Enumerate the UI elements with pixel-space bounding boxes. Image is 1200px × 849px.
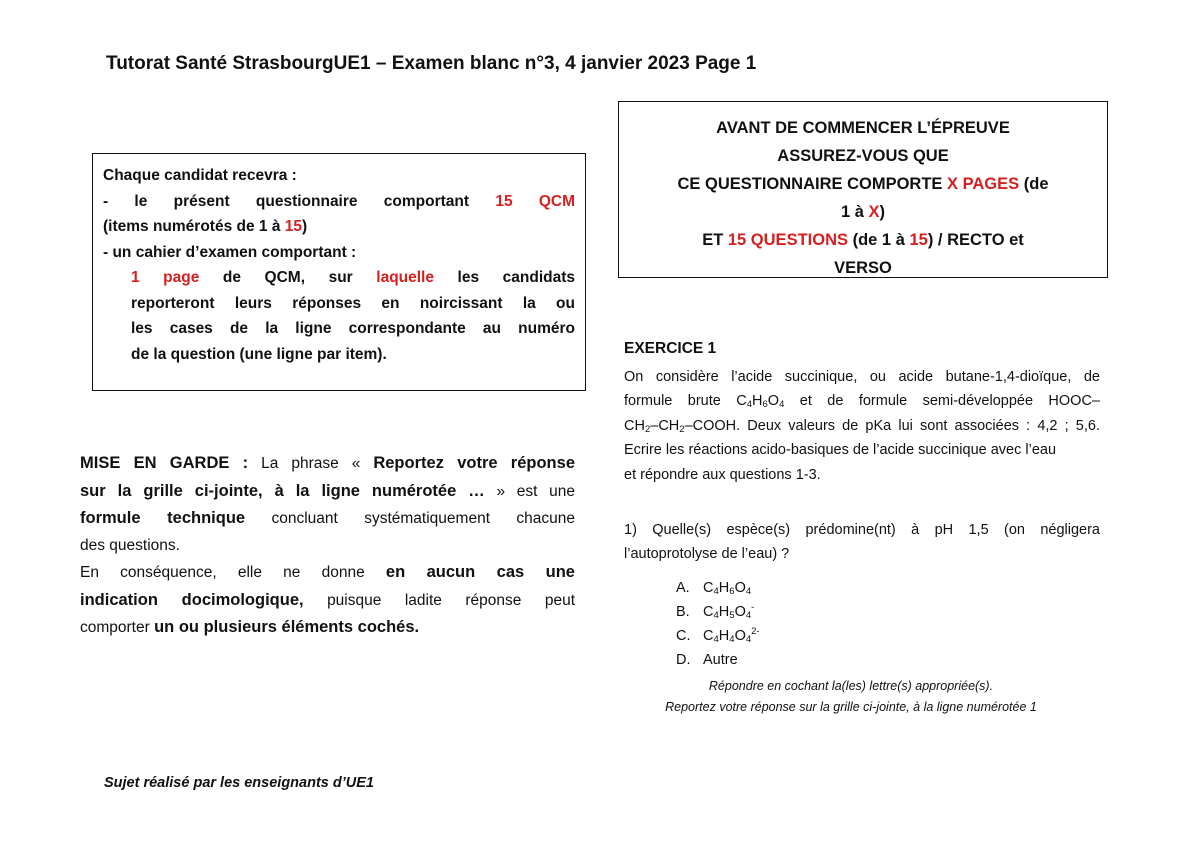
candidate-box-line3: - un cahier d’examen comportant : [103, 243, 357, 261]
answer-option-c: C. $C_4H_4O_4^{2-}$ [676, 626, 760, 645]
candidate-info-box [92, 153, 586, 391]
answer-option-b: B. $C_4H_5O_4^-$ [676, 602, 755, 621]
exercise-line3: $CH_2-CH_2$–COOH. Deux valeurs de pKa lui sont associées : 4,2 ; 5,6. [624, 417, 1100, 435]
question-1 [624, 518, 1100, 672]
sublist-line4: de la question (une ligne par item). [131, 345, 387, 363]
questions-number: 15 [909, 231, 928, 249]
before-line5: ET 15 QUESTIONS (de 1 à 15) / RECTO et [702, 231, 1024, 249]
question-line1: 1) Quelle(s) espèce(s) prédomine(nt) à pH 1,5 (on négligera [624, 522, 1100, 538]
warning-line5: En conséquence, elle ne donne en aucun cas une [80, 563, 575, 581]
before-line1: AVANT DE COMMENCER L’ÉPREUVE [716, 119, 1010, 137]
exercise-title: EXERCICE 1 [624, 340, 717, 357]
keyword-laquelle: laquelle [376, 269, 434, 286]
sublist-line1: 1 page de QCM, sur laquelle les candidats [131, 269, 575, 286]
answer-option-d: D. Autre [676, 652, 738, 668]
before-line4: 1 à X) [840, 203, 886, 221]
page-footer: Sujet réalisé par les enseignants d’UE1 [104, 775, 374, 791]
answer-options [624, 576, 1100, 672]
qcm-count: 15 QCM [495, 192, 576, 210]
warning-paragraph [80, 450, 575, 642]
exercise-line4: Ecrire les réactions acido-basiques de l’acide succinique avec l’eau [624, 442, 1057, 458]
answer-option-a: A. $C_4H_6O_4$ [676, 580, 752, 597]
warning-line7: comporter un ou plusieurs éléments cochés. [80, 618, 420, 636]
before-line2: ASSUREZ-VOUS QUE [777, 147, 949, 165]
pages-x: X [868, 203, 880, 221]
warning-line3: formule technique concluant systématiquement chacune [80, 509, 575, 527]
candidate-box-heading: Chaque candidat recevra : [103, 167, 297, 184]
candidate-box-sublist [103, 265, 575, 367]
candidate-box-line2: (items numérotés de 1 à 15) [103, 218, 308, 235]
pages-count: X PAGES [947, 175, 1020, 193]
before-line6: VERSO [834, 259, 892, 277]
before-line3: CE QUESTIONNAIRE COMPORTE X PAGES (de [677, 175, 1049, 193]
warning-label: MISE EN GARDE : [80, 454, 249, 472]
page-count: 1 page [131, 269, 200, 286]
question-line2: l’autoprotolyse de l’eau) ? [624, 546, 790, 562]
exercise-line1: On considère l’acide succinique, ou acide butane-1,4-dioïque, de [624, 368, 1100, 385]
exercise-line5: et répondre aux questions 1-3. [624, 466, 821, 483]
item-count: 15 [284, 218, 303, 235]
sublist-line2: reporteront leurs réponses en noircissant la ou [131, 294, 575, 312]
before-start-box [618, 101, 1108, 278]
warning-line6: indication docimologique, puisque ladite réponse peut [80, 590, 576, 609]
warning-line4: des questions. [80, 536, 180, 554]
warning-line2: sur la grille ci-jointe, à la ligne numérotée … » est une [80, 481, 575, 500]
sublist-line3: les cases de la ligne correspondante au numéro [131, 320, 575, 337]
instructions-line1: Répondre en cochant la(les) lettre(s) appropriée(s). [708, 679, 994, 693]
candidate-box-line1: - le présent questionnaire comportant 15 QCM [103, 192, 576, 210]
questions-count: 15 QUESTIONS [727, 231, 848, 249]
warning-line1: MISE EN GARDE : La phrase « Reportez votre réponse [80, 454, 575, 472]
exercise-line2: formule brute $C_4H_6O_4$ et de formule semi-développée HOOC– [624, 393, 1100, 410]
instructions-line2: Reportez votre réponse sur la grille ci-jointe, à la ligne numérotée 1 [665, 700, 1037, 714]
answer-instructions [610, 676, 1092, 718]
exercise-section [624, 337, 1100, 487]
page-header: Tutorat Santé StrasbourgUE1 – Examen blanc n°3, 4 janvier 2023 Page 1 [106, 53, 757, 74]
